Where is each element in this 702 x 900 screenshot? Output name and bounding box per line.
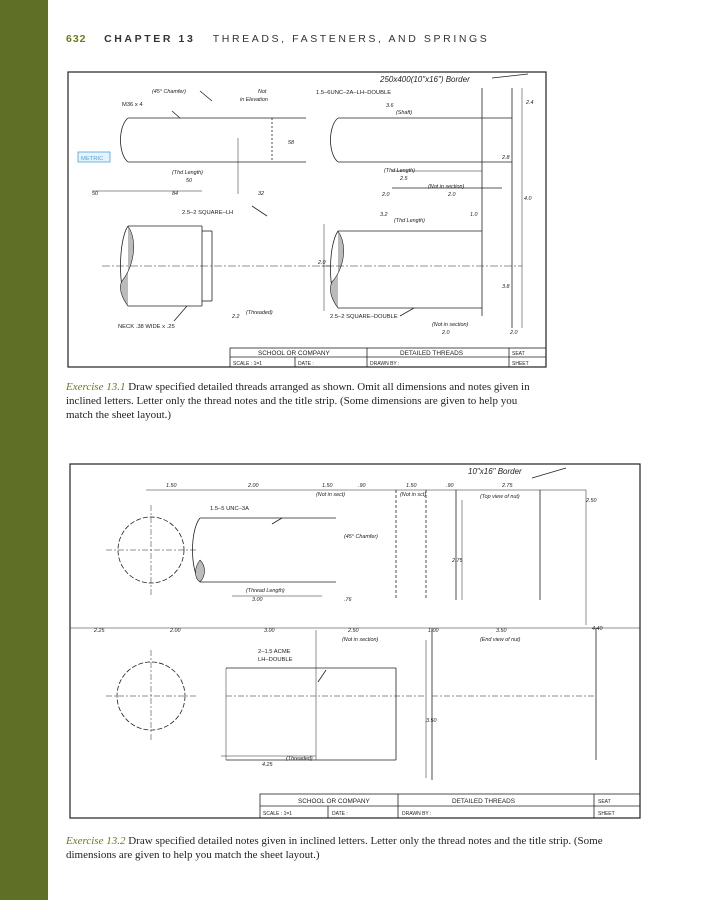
neck-note: NECK .38 WIDE x .25	[118, 324, 175, 330]
shaft-dim: 3.6	[386, 103, 394, 109]
dim-2-25: 2.25	[94, 628, 105, 634]
tb2-title: DETAILED THREADS	[452, 798, 515, 805]
dim-4-40: 4.40	[592, 626, 603, 632]
not-in-section-3: (Not in section)	[342, 637, 379, 643]
chamfer-note: (45° Chamfer)	[152, 89, 186, 95]
exercise-13-1-text: Draw specified detailed threads arranged as shown. Omit all dimensions and notes given in inclined letters. Letter only the thread notes and the title strip. (Some dimensions are given to help you match the sheet layout.)	[66, 381, 530, 421]
thd-length-2: (Thd Length)	[384, 168, 415, 174]
exercise-13-2-drawing	[66, 460, 644, 822]
not-in-section-2: (Not in section)	[432, 322, 469, 328]
tb2-scale: SCALE : 1=1	[263, 811, 293, 817]
sheet-border	[68, 72, 546, 367]
dim-1-50b: 1.50	[322, 483, 333, 489]
dim-2-50b: 2.50	[348, 628, 359, 634]
exercise-13-2-label: Exercise 13.2	[66, 835, 126, 847]
dim-2-2: 2.2	[232, 314, 240, 320]
shaft-label: (Shaft)	[396, 110, 413, 116]
acme-note-2: LH–DOUBLE	[258, 657, 293, 663]
top-view-note: (Top view of nut)	[480, 494, 520, 500]
thd-length-1: (Thd Length)	[172, 170, 203, 176]
dim-90b: .90	[446, 483, 454, 489]
threaded-note: (Threaded)	[246, 310, 273, 316]
dim-3-50b: 3.50	[426, 718, 437, 724]
tb1-scale: SCALE : 1=1	[233, 361, 263, 367]
dim-4-0: 4.0	[524, 196, 532, 202]
dim-2-5: 2.5	[400, 176, 408, 182]
tb1-sheet: SHEET	[512, 361, 529, 367]
dim-58: 58	[288, 140, 294, 146]
dim-90a: .90	[358, 483, 366, 489]
dim-1-00: 1.00	[428, 628, 439, 634]
dim-1-50c: 1.50	[406, 483, 417, 489]
dim-3-50a: 3.50	[496, 628, 507, 634]
dim-32: 32	[258, 191, 264, 197]
dim-2-00a: 2.00	[248, 483, 259, 489]
dim-2-4: 2.4	[526, 100, 534, 106]
border-note-2: 10"x16" Border	[468, 467, 522, 476]
metric-thread-note: M36 x 4	[122, 102, 143, 108]
unc-thread-note: 1.5–6UNC–2A–LH–DOUBLE	[316, 90, 392, 96]
square-double-note: 2.5–2 SQUARE–DOUBLE	[330, 314, 398, 320]
exercise-13-2-caption	[66, 834, 646, 862]
square-lh-note: 2.5–2 SQUARE–LH	[182, 210, 234, 216]
not-in-section: (Not in section)	[428, 184, 465, 190]
shaft-upper-left	[121, 118, 129, 162]
dim-50a: 50	[186, 178, 192, 184]
tb1-title: DETAILED THREADS	[400, 350, 463, 357]
threaded-note-2: (Threaded)	[286, 756, 313, 762]
dim-1-0: 1.0	[470, 212, 478, 218]
dim-3-00b: 3.00	[264, 628, 275, 634]
in-elevation-label: in Elevation	[240, 97, 268, 103]
tb1-date: DATE :	[298, 361, 314, 367]
border-note: 250x400(10"x16") Border	[380, 75, 470, 84]
unc-note-2: 1.5–5 UNC–3A	[210, 506, 249, 512]
metric-tag: METRIC	[81, 156, 104, 162]
tb1-drawn: DRAWN BY :	[370, 361, 400, 367]
page-header	[66, 33, 489, 45]
exercise-13-1-drawing	[62, 66, 552, 371]
dim-2-0a: 2.0	[448, 192, 456, 198]
dim-3-8: 3.8	[502, 284, 510, 290]
thd-length-3: (Thd Length)	[394, 218, 425, 224]
not-label: Not	[258, 89, 267, 95]
tb2-sheet: SHEET	[598, 811, 615, 817]
not-in-sect: (Not in sect)	[316, 492, 346, 498]
acme-note-1: 2–1.5 ACME	[258, 649, 291, 655]
tb1-school: SCHOOL OR COMPANY	[258, 350, 330, 357]
dim-2-0c: 2.0	[318, 260, 326, 266]
tb2-seat: SEAT	[598, 799, 611, 805]
exercise-13-1-label: Exercise 13.1	[66, 381, 126, 393]
end-view-note: (End view of nut)	[480, 637, 521, 643]
dim-2-75b: 2.75	[452, 558, 463, 564]
chapter-sidebar-bar	[0, 0, 48, 900]
tb2-drawn: DRAWN BY :	[402, 811, 432, 817]
tb2-school: SCHOOL OR COMPANY	[298, 798, 370, 805]
exercise-13-1-caption	[66, 380, 536, 422]
tb1-seat: SEAT	[512, 351, 525, 357]
dim-2-0d: 2.0	[442, 330, 450, 336]
dim-76: .76	[344, 597, 352, 603]
shaft-upper-right	[331, 118, 339, 162]
page-number: 632	[66, 33, 87, 45]
chamfer-note-2: (45° Chamfer)	[344, 534, 378, 540]
dim-3-00a: 3.00	[252, 597, 263, 603]
dim-2-50a: 2.50	[586, 498, 597, 504]
dim-50b: 50	[92, 191, 98, 197]
not-in-sect-2: (Not in sct)	[400, 492, 427, 498]
exercise-13-2-text: Draw specified detailed notes given in inclined letters. Letter only the thread notes and the title strip. (Some dimensions are given to help you match the sheet layout.)	[66, 835, 603, 861]
thread-length-note: (Thread Length)	[246, 588, 285, 594]
dim-4-25: 4.25	[262, 762, 273, 768]
dim-2-8: 2.8	[502, 155, 510, 161]
dim-2-0b: 2.0	[382, 192, 390, 198]
dim-3-2: 3.2	[380, 212, 388, 218]
dim-1-50a: 1.50	[166, 483, 177, 489]
dim-2-75: 2.75	[502, 483, 513, 489]
dim-2-00b: 2.00	[170, 628, 181, 634]
tb2-date: DATE :	[332, 811, 348, 817]
dim-84: 84	[172, 191, 178, 197]
chapter-label: CHAPTER 13	[104, 33, 196, 45]
dim-2-0e: 2.0	[510, 330, 518, 336]
chapter-title: THREADS, FASTENERS, AND SPRINGS	[212, 33, 490, 45]
